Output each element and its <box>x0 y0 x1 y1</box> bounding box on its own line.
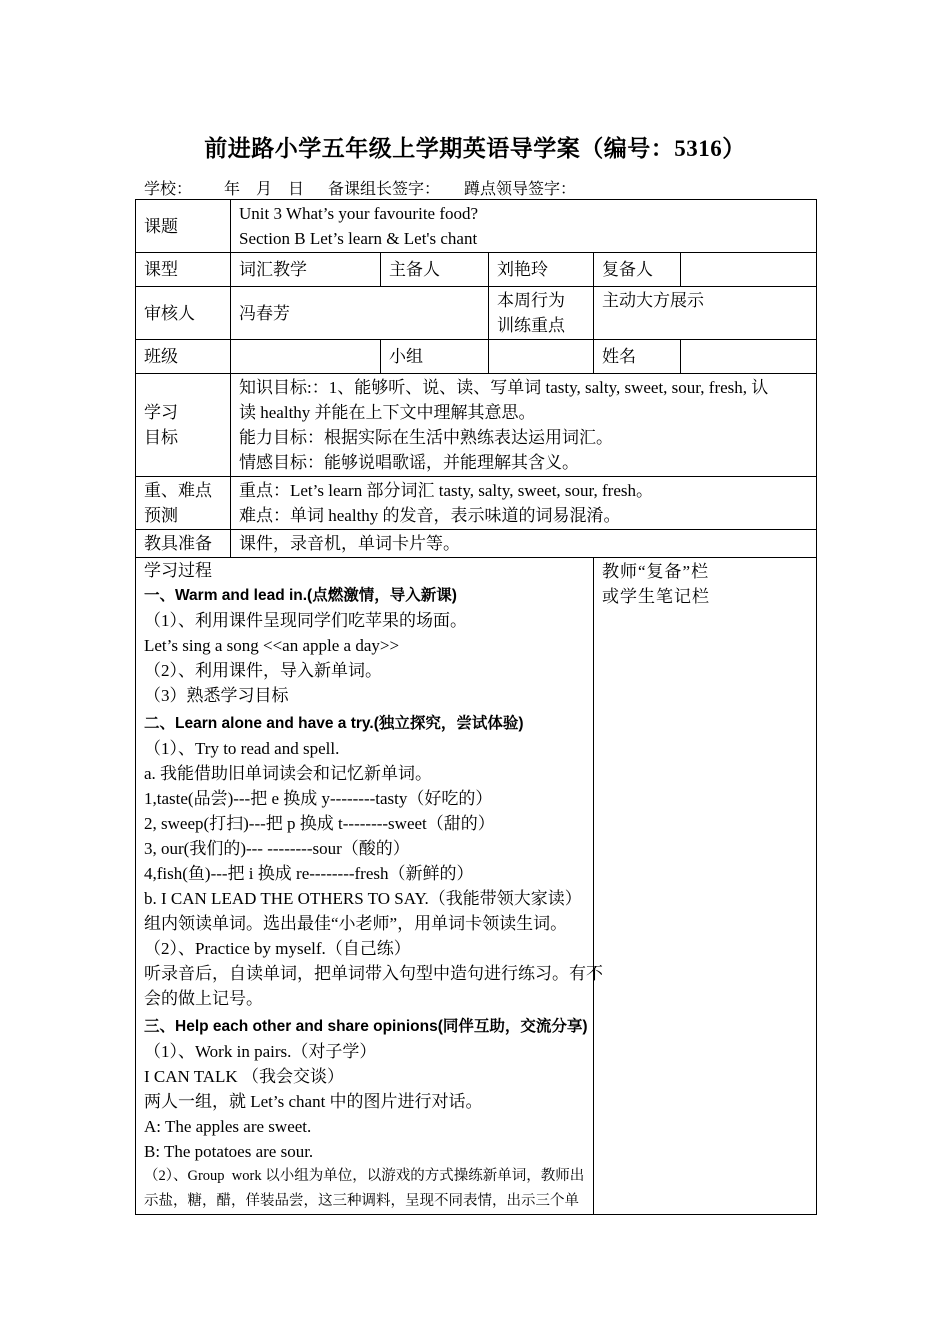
goals-line-1: 知识目标:：1、能够听、说、读、写单词 tasty, salty, sweet, sour, fresh, 认 <box>239 378 769 397</box>
goals-label-line-2: 目标 <box>144 428 178 447</box>
process-line: 3, our(我们的)--- --------sour（酸的） <box>144 839 410 858</box>
keypoints-label-line-2: 预测 <box>144 506 178 525</box>
process-section-3-heading: 三、Help each other and share opinions(同伴互助，交流分享) <box>144 1018 588 1035</box>
name-value <box>681 340 817 374</box>
process-heading: 学习过程 <box>144 561 212 580</box>
weekly-focus-label <box>489 287 594 340</box>
weekly-focus-label-line-2: 训练重点 <box>497 316 565 335</box>
goals-line-3: 能力目标：根据实际在生活中熟练表达运用词汇。 <box>239 428 613 447</box>
process-line: 2, sweep(打扫)---把 p 换成 t--------sweet（甜的） <box>144 814 495 833</box>
weekly-focus-label-line-1: 本周行为 <box>497 291 565 310</box>
process-line: 1,taste(品尝)---把 e 换成 y--------tasty（好吃的） <box>144 789 493 808</box>
weekly-focus-value: 主动大方展示 <box>594 287 817 340</box>
group-value <box>489 340 594 374</box>
process-line: （1）、Work in pairs.（对子学） <box>144 1042 377 1061</box>
co-preparer-label: 复备人 <box>594 253 681 287</box>
notes-heading-line-2: 或学生笔记栏 <box>602 587 710 606</box>
process-line: （1）、Try to read and spell. <box>144 739 340 758</box>
goals-line-2: 读 healthy 并能在上下文中理解其意思。 <box>239 403 536 422</box>
process-line: B: The potatoes are sour. <box>144 1142 314 1161</box>
teacher-notes-column <box>594 558 817 1215</box>
type-label: 课型 <box>136 253 231 287</box>
process-line: 会的做上记号。 <box>144 989 263 1008</box>
materials-value: 课件，录音机，单词卡片等。 <box>231 530 817 558</box>
process-line: 示盐，糖，醋，佯装品尝，这三种调料，呈现不同表情，出示三个单 <box>144 1193 579 1209</box>
type-value: 词汇教学 <box>231 253 381 287</box>
keypoints-line-1: 重点：Let’s learn 部分词汇 tasty, salty, sweet, sour, fresh。 <box>239 481 654 500</box>
keypoints-label <box>136 477 231 530</box>
goals-line-4: 情感目标：能够说唱歌谣，并能理解其含义。 <box>239 453 579 472</box>
topic-line-2: Section B Let’s learn & Let's chant <box>239 229 478 248</box>
materials-label: 教具准备 <box>136 530 231 558</box>
topic-line-1: Unit 3 What’s your favourite food? <box>239 204 479 223</box>
name-label: 姓名 <box>594 340 681 374</box>
topic-value <box>231 200 817 253</box>
process-line: （2）、Group work 以小组为单位，以游戏的方式操练新单词，教师出 <box>144 1168 585 1184</box>
process-section-1-heading: 一、Warm and lead in.(点燃激情，导入新课) <box>144 587 457 604</box>
process-line: I CAN TALK （我会交谈） <box>144 1067 344 1086</box>
reviewer-value: 冯春芳 <box>231 287 489 340</box>
process-line: （1）、利用课件呈现同学们吃苹果的场面。 <box>144 611 467 630</box>
preparer-value: 刘艳玲 <box>489 253 594 287</box>
group-label: 小组 <box>381 340 489 374</box>
class-value <box>231 340 381 374</box>
class-label: 班级 <box>136 340 231 374</box>
signature-line: 学校： 年 月 日 备课组长签字： 蹲点领导签字： <box>144 181 577 198</box>
process-line: 听录音后，自读单词，把单词带入句型中造句进行练习。有不 <box>144 964 603 983</box>
process-line: Let’s sing a song <<an apple a day>> <box>144 636 400 655</box>
process-line: （2）、利用课件，导入新单词。 <box>144 661 382 680</box>
goals-label-line-1: 学习 <box>144 403 178 422</box>
reviewer-label: 审核人 <box>136 287 231 340</box>
topic-label: 课题 <box>136 200 231 253</box>
preparer-label: 主备人 <box>381 253 489 287</box>
keypoints-value <box>231 477 817 530</box>
process-line: （3）熟悉学习目标 <box>144 686 289 705</box>
learning-process-cell <box>136 558 603 1215</box>
goals-label <box>136 374 231 477</box>
lesson-plan-table <box>135 199 817 1215</box>
process-line: 组内领读单词。选出最佳“小老师”，用单词卡领读生词。 <box>144 914 568 933</box>
keypoints-line-2: 难点：单词 healthy 的发音，表示味道的词易混淆。 <box>239 506 621 525</box>
process-line: b. I CAN LEAD THE OTHERS TO SAY.（我能带领大家读） <box>144 889 582 908</box>
goals-value <box>231 374 817 477</box>
process-section-2-heading: 二、Learn alone and have a try.(独立探究，尝试体验) <box>144 715 524 732</box>
process-line: 两人一组，就 Let’s chant 中的图片进行对话。 <box>144 1092 483 1111</box>
process-line: （2）、Practice by myself.（自己练） <box>144 939 411 958</box>
keypoints-label-line-1: 重、难点 <box>144 481 212 500</box>
process-line: a. 我能借助旧单词读会和记忆新单词。 <box>144 764 433 783</box>
notes-heading-line-1: 教师“复备”栏 <box>602 562 710 581</box>
page-title: 前进路小学五年级上学期英语导学案（编号：5316） <box>204 136 746 161</box>
process-line: 4,fish(鱼)---把 i 换成 re--------fresh（新鲜的） <box>144 864 474 883</box>
process-line: A: The apples are sweet. <box>144 1117 312 1136</box>
co-preparer-value <box>681 253 817 287</box>
